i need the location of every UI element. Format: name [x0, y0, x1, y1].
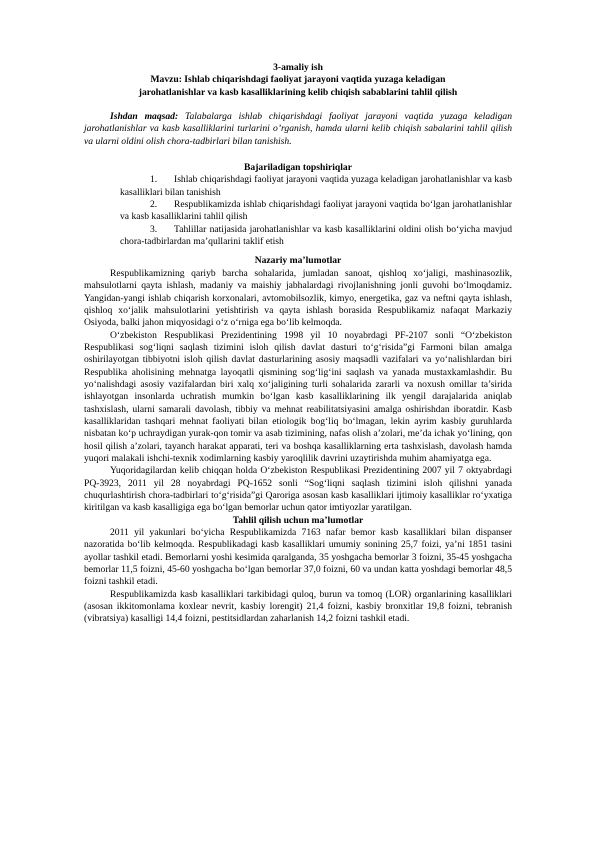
work-number-title: 3-amaliy ish	[273, 62, 323, 73]
goal-text: Talabalarga ishlab chiqarishdagi faoliyat jarayoni vaqtida yuzaga keladigan jarohatlanishlar va kasb kasalliklarini turlarini o’rganish, hamda ularni kelib chiqish sabalarini tahlil qilish va ularni oldini olish chora-tadbirlari bilan tanishish.	[84, 111, 512, 147]
task-number: 3.	[150, 223, 158, 235]
analysis-paragraph-2: Respublikamizda kasb kasalliklari tarkibidagi quloq, burun va tomoq (LOR) organlarining kasalliklari (asosan ikkitomonlama koxlear nevrit, kasbiy lorengit) 21,4 foizni, kasbiy bronxitlar 19,8 foizni, tebranish (vibratsiya) kasalligi 14,4 foizni, pestitsidlardan zaharlanish 14,2 foizni tashkil etadi.	[84, 588, 512, 625]
topic-line-1: Mavzu: Ishlab chiqarishdagi faoliyat jarayoni vaqtida yuzaga keladigan	[150, 74, 446, 86]
theory-title: Nazariy ma’lumotlar	[254, 255, 342, 267]
document-page	[84, 62, 512, 626]
goal-label: Ishdan maqsad:	[110, 111, 179, 123]
task-text: Ishlab chiqarishdagi faoliyat jarayoni vaqtida yuzaga keladigan jarohatlanishlar va kasb kasalliklari bilan tanishish	[120, 174, 512, 198]
task-number: 1.	[150, 174, 158, 186]
theory-paragraph-2: O‘zbekiston Respublikasi Prezidentining 1998 yil 10 noyabrdagi PF-2107 sonli “O‘zbekiston Respublikasi sog‘liqni saqlash tizimini isloh qilish davlat dasturi to‘g‘risida”gi Farmoni bilan amalga oshirilayotgan tibbiyotni isloh qilish davlat dasturlarining asosiy maqsadli vazifalari va yo‘nalishlardan biri Respublika aholisining mehnatga layoqatli qismining sog‘lig‘ini saqlash va yanada mustaxkamlashdir. Bu yo‘nalishdagi asosiy vazifalardan biri xalq xo‘jaligining turli sohalarida zararli va noxush omillar ta’sirida ishlayotgan insonlarda uchratish mumkin bo‘lgan kasb kasalliklarining ilk yengil darajalarida aniqlab tashxislash, ularni samarali davolash, tibbiy va mehnat reabilitatsiyasini amalga oshirishdan iboratdir. Kasb kasalliklaridan tashqari mehnat faoliyati bilan etiologik bog‘liq bo‘lmagan, lekin ayrim kasbiy guruhlarda nisbatan ko‘p uchraydigan yurak-qon tomir va asab tizimining, nafas olish a’zolari, me’da ichak yo‘lining, qon hosil qilish a’zolari, tayanch harakat apparati, teri va boshqa kasalliklarning erta tashxislash, davolash hamda yuqori malakali ishchi-texnik xodimlarning kasbiy yaroqlilik davrini uzaytirishda muhim ahamiyatga ega.	[84, 329, 512, 464]
goal-paragraph	[84, 111, 512, 148]
task-number: 2.	[150, 199, 158, 211]
task-text: Respublikamizda ishlab chiqarishdagi faoliyat jarayoni vaqtida bo‘lgan jarohatlanishlar va kasb kasalliklarini tahlil qilish	[120, 199, 512, 223]
tasks-title: Bajariladigan topshiriqlar	[244, 162, 352, 174]
theory-paragraph-1: Respublikamizning qariyb barcha sohalarida, jumladan sanoat, qishloq xo‘jaligi, mashinasozlik, mahsulotlarni qayta ishlash, madaniy va maishiy jabhalardagi rivojlanishning jonli guvohi bo‘lmoqdamiz. Yangidan-yangi ishlab chiqarish korxonalari, avtomobilsozlik, kimyo, energetika, gaz va neftni qayta ishlash, qishloq xo‘jalik mahsulotlarini yetishtirish va qayta ishlash borasida Respublikamiz nafaqat Markaziy Osiyoda, balki jahon miqyosidagi o‘z o‘rniga ega bo‘lib kelmoqda.	[84, 267, 512, 329]
task-item	[120, 224, 512, 249]
topic-line-2: jarohatlanishlar va kasb kasalliklarining kelib chiqish sabablarini tahlil qilish	[138, 86, 458, 98]
tasks-list	[84, 174, 512, 248]
analysis-title: Tahlil qilish uchun ma’lumotlar	[232, 514, 364, 526]
theory-paragraph-3: Yuqoridagilardan kelib chiqqan holda O‘zbekiston Respublikasi Prezidentining 2007 yil 7 oktyabrdagi PQ-3923, 2011 yil 28 noyabrdagi PQ-1652 sonli “Sog‘liqni saqlash tizimini isloh qilishni yanada chuqurlashtirish chora-tadbirlari to‘g‘risida”gi Qaroriga asosan kasb kasalliklari ijtimoiy kasalliklar ro‘yxatiga kiritilgan va kasb kasalligiga ega bo‘lgan bemorlar uchun qator imtiyozlar yaratilgan.	[84, 465, 512, 514]
spacer	[84, 148, 512, 162]
analysis-paragraph-1: 2011 yil yakunlari bo‘yicha Respublikamizda 7163 nafar bemor kasb kasalliklari bilan dispanser nazoratida bo‘lib kelmoqda. Respublikadagi kasb kasalliklari umumiy sonining 25,7 foizi, ya’ni 1851 tasini ayollar tashkil etadi. Bemorlarni yoshi kesimida qaralganda, 35 yoshgacha bemorlar 3 foizni, 35-45 yoshgacha bemorlar 11,5 foizni, 45-60 yoshgacha bo‘lgan bemorlar 37,0 foizni, 60 va undan katta yoshdagi bemorlar 48,5 foizni tashkil etadi.	[84, 527, 512, 588]
task-item	[120, 174, 512, 199]
task-text: Tahlillar natijasida jarohatlanishlar va kasb kasalliklarini oldini olish bo‘yicha mavjud chora-tadbirlardan ma’qullarini taklif etish	[120, 223, 512, 248]
task-item	[120, 199, 512, 224]
